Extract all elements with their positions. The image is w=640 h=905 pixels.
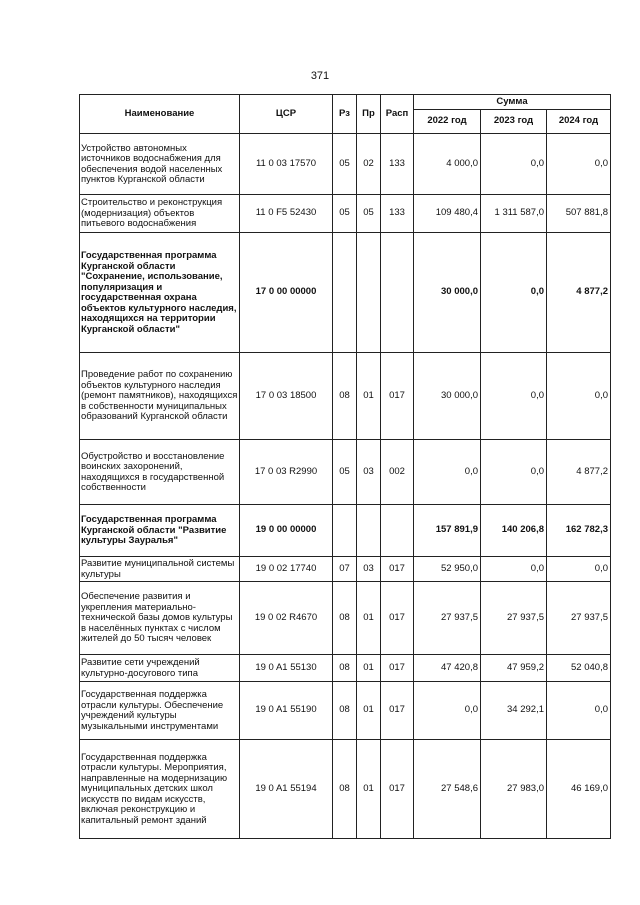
row-csr: 11 0 03 17570	[240, 134, 333, 195]
row-2022: 30 000,0	[414, 353, 481, 440]
table-row	[80, 582, 611, 655]
row-name: Развитие муниципальной системы культуры	[80, 557, 240, 582]
row-2022: 157 891,9	[414, 505, 481, 557]
row-csr: 19 0 A1 55190	[240, 682, 333, 740]
row-csr: 19 0 00 00000	[240, 505, 333, 557]
table-row	[80, 195, 611, 233]
row-rasp	[381, 233, 414, 353]
table-row	[80, 353, 611, 440]
row-csr: 17 0 00 00000	[240, 233, 333, 353]
row-name: Устройство автономных источников водоснабжения для обеспечения водой населенных пунктов Курганской области	[80, 134, 240, 195]
row-2024: 0,0	[547, 557, 611, 582]
page-number: 371	[310, 70, 330, 82]
row-rz: 05	[333, 134, 357, 195]
row-name: Государственная программа Курганской области "Сохранение, использование, популяризация и государственная охрана объектов культурного наследия, находящихся на территории Курганской области"	[80, 233, 240, 353]
row-rz: 08	[333, 353, 357, 440]
row-2024: 4 877,2	[547, 440, 611, 505]
row-rasp: 017	[381, 655, 414, 682]
row-2022: 0,0	[414, 440, 481, 505]
row-rz: 05	[333, 195, 357, 233]
table-row	[80, 655, 611, 682]
row-rasp	[381, 505, 414, 557]
row-2024: 507 881,8	[547, 195, 611, 233]
header-rz: Рз	[333, 95, 357, 134]
row-pr: 01	[357, 655, 381, 682]
header-sum: Сумма	[414, 95, 611, 110]
row-2022: 109 480,4	[414, 195, 481, 233]
row-rz: 08	[333, 740, 357, 839]
row-rasp: 017	[381, 682, 414, 740]
row-2023: 140 206,8	[481, 505, 547, 557]
row-pr	[357, 233, 381, 353]
table-row	[80, 134, 611, 195]
row-csr: 17 0 03 18500	[240, 353, 333, 440]
row-pr: 03	[357, 440, 381, 505]
row-name: Государственная поддержка отрасли культуры. Обеспечение учреждений культуры музыкальными инструментами	[80, 682, 240, 740]
row-2023: 47 959,2	[481, 655, 547, 682]
row-name: Государственная программа Курганской области "Развитие культуры Зауралья"	[80, 505, 240, 557]
row-2022: 4 000,0	[414, 134, 481, 195]
table-row	[80, 557, 611, 582]
row-rz: 08	[333, 582, 357, 655]
row-2022: 47 420,8	[414, 655, 481, 682]
row-2023: 34 292,1	[481, 682, 547, 740]
row-2023: 27 937,5	[481, 582, 547, 655]
row-rz: 07	[333, 557, 357, 582]
table-row	[80, 740, 611, 839]
row-2024: 0,0	[547, 682, 611, 740]
row-2024: 27 937,5	[547, 582, 611, 655]
row-rasp: 017	[381, 582, 414, 655]
row-csr: 19 0 A1 55130	[240, 655, 333, 682]
row-rasp: 017	[381, 353, 414, 440]
row-2024: 52 040,8	[547, 655, 611, 682]
row-2022: 0,0	[414, 682, 481, 740]
row-pr	[357, 505, 381, 557]
row-pr: 02	[357, 134, 381, 195]
row-name: Обеспечение развития и укрепления материально-технической базы домов культуры в населённых пунктах с числом жителей до 50 тысяч человек	[80, 582, 240, 655]
row-2022: 27 937,5	[414, 582, 481, 655]
row-rz: 08	[333, 682, 357, 740]
row-rz: 05	[333, 440, 357, 505]
row-rz: 08	[333, 655, 357, 682]
row-pr: 05	[357, 195, 381, 233]
row-2022: 52 950,0	[414, 557, 481, 582]
table-row	[80, 505, 611, 557]
row-csr: 19 0 02 17740	[240, 557, 333, 582]
row-name: Развитие сети учреждений культурно-досугового типа	[80, 655, 240, 682]
budget-table	[79, 94, 611, 839]
row-pr: 03	[357, 557, 381, 582]
row-name: Государственная поддержка отрасли культуры. Мероприятия, направленные на модернизацию муниципальных детских школ искусств по видам искусств, включая реконструкцию и капитальный ремонт зданий	[80, 740, 240, 839]
row-2023: 0,0	[481, 557, 547, 582]
row-2023: 27 983,0	[481, 740, 547, 839]
row-2022: 30 000,0	[414, 233, 481, 353]
row-2023: 0,0	[481, 233, 547, 353]
table-row	[80, 233, 611, 353]
row-2022: 27 548,6	[414, 740, 481, 839]
row-2024: 0,0	[547, 134, 611, 195]
row-2024: 46 169,0	[547, 740, 611, 839]
header-name: Наименование	[80, 95, 240, 134]
header-2022: 2022 год	[414, 110, 481, 134]
row-rasp: 017	[381, 557, 414, 582]
row-pr: 01	[357, 740, 381, 839]
row-name: Проведение работ по сохранению объектов культурного наследия (ремонт памятников), находящихся в собственности муниципальных образований Курганской области	[80, 353, 240, 440]
row-name: Обустройство и восстановление воинских захоронений, находящихся в государственной собственности	[80, 440, 240, 505]
row-rasp: 133	[381, 134, 414, 195]
row-pr: 01	[357, 682, 381, 740]
row-pr: 01	[357, 353, 381, 440]
row-2023: 0,0	[481, 440, 547, 505]
row-rasp: 017	[381, 740, 414, 839]
row-2024: 0,0	[547, 353, 611, 440]
header-rasp: Расп	[381, 95, 414, 134]
row-csr: 19 0 02 R4670	[240, 582, 333, 655]
header-pr: Пр	[357, 95, 381, 134]
row-csr: 17 0 03 R2990	[240, 440, 333, 505]
row-rz	[333, 505, 357, 557]
row-name: Строительство и реконструкция (модернизация) объектов питьевого водоснабжения	[80, 195, 240, 233]
row-csr: 11 0 F5 52430	[240, 195, 333, 233]
row-2023: 0,0	[481, 353, 547, 440]
header-2023: 2023 год	[481, 110, 547, 134]
row-pr: 01	[357, 582, 381, 655]
row-rasp: 133	[381, 195, 414, 233]
row-2023: 0,0	[481, 134, 547, 195]
row-2023: 1 311 587,0	[481, 195, 547, 233]
row-rz	[333, 233, 357, 353]
header-csr: ЦСР	[240, 95, 333, 134]
row-2024: 4 877,2	[547, 233, 611, 353]
table-row	[80, 440, 611, 505]
row-2024: 162 782,3	[547, 505, 611, 557]
header-2024: 2024 год	[547, 110, 611, 134]
row-rasp: 002	[381, 440, 414, 505]
row-csr: 19 0 A1 55194	[240, 740, 333, 839]
table-row	[80, 682, 611, 740]
